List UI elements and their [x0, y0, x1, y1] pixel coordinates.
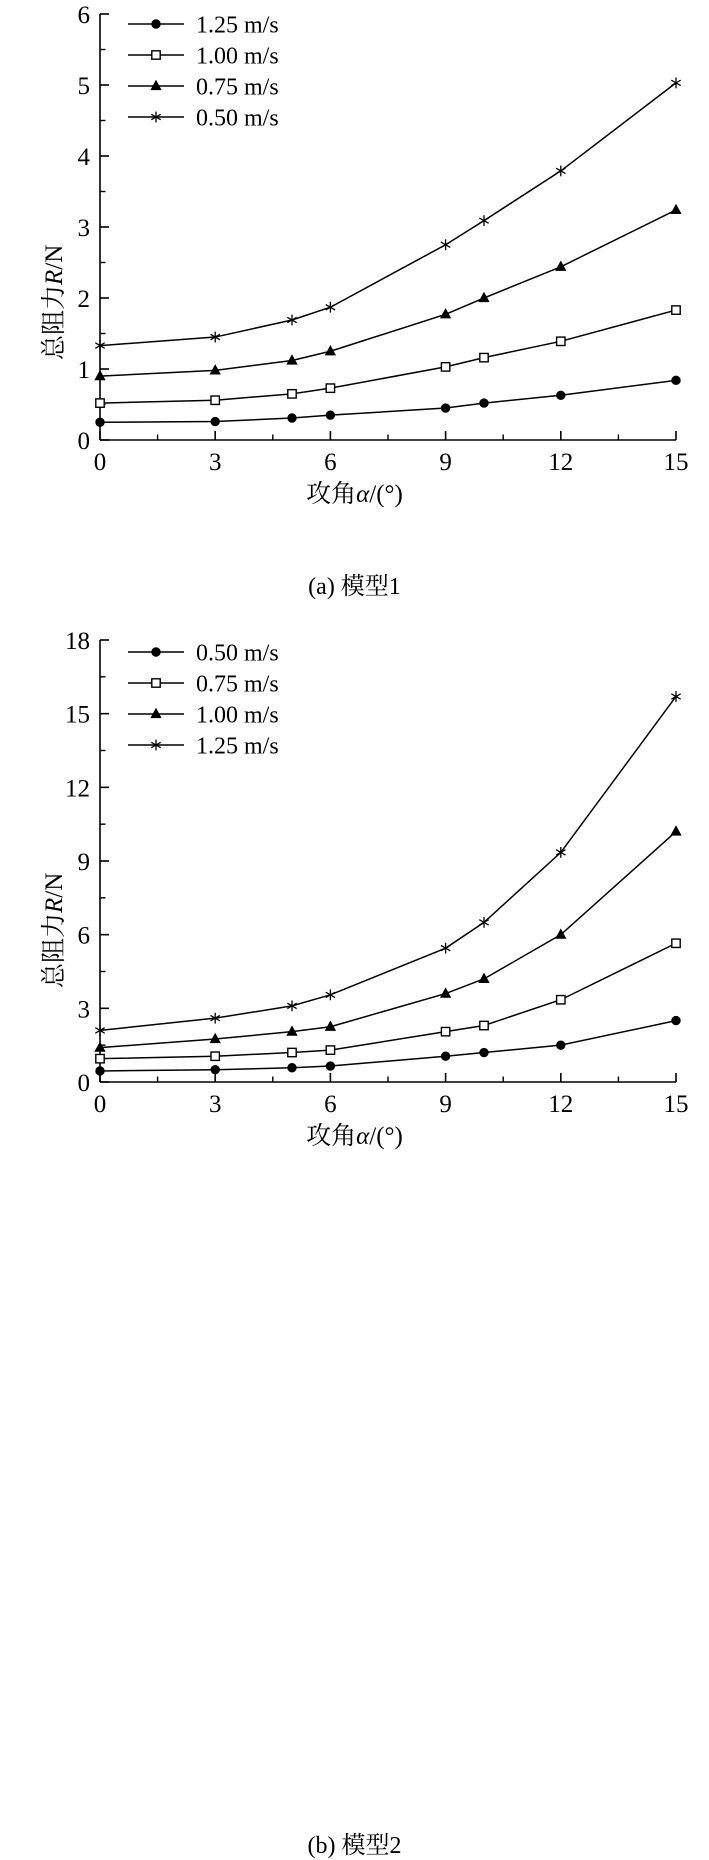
caption-b: (b) 模型2 [307, 1833, 402, 1859]
svg-text:3: 3 [77, 215, 90, 242]
svg-text:0: 0 [77, 1070, 90, 1097]
svg-text:0.75 m/s: 0.75 m/s [196, 74, 279, 101]
x-axis-label-b: 攻角α/(°) [306, 1123, 403, 1150]
plot-area-b [0, 620, 709, 1160]
svg-text:0.50 m/s: 0.50 m/s [196, 105, 279, 132]
svg-text:1.00 m/s: 1.00 m/s [196, 43, 279, 70]
svg-text:6: 6 [77, 922, 90, 950]
svg-text:0.50 m/s: 0.50 m/s [196, 640, 279, 667]
svg-text:12: 12 [65, 775, 90, 803]
svg-text:1: 1 [77, 357, 90, 384]
y-axis-label-a: 总阻力R/N [41, 244, 68, 360]
svg-text:12: 12 [548, 449, 574, 476]
plot-area-a [0, 0, 709, 520]
svg-text:6: 6 [77, 2, 90, 29]
svg-text:1.25 m/s: 1.25 m/s [196, 733, 279, 760]
svg-text:3: 3 [208, 1091, 222, 1118]
chart-svg-a [0, 0, 709, 520]
svg-text:0: 0 [93, 1091, 107, 1118]
y-axis-label-b: 总阻力R/N [41, 872, 68, 988]
svg-text:3: 3 [77, 996, 90, 1024]
svg-text:1.25 m/s: 1.25 m/s [196, 12, 279, 39]
svg-text:15: 15 [663, 1091, 689, 1118]
svg-text:9: 9 [439, 1091, 452, 1118]
svg-text:18: 18 [65, 628, 90, 655]
svg-text:0: 0 [77, 428, 90, 455]
chart-panel-b [0, 620, 709, 1859]
svg-text:5: 5 [77, 73, 90, 100]
svg-text:6: 6 [324, 1091, 337, 1118]
chart-svg-b [0, 620, 709, 1160]
chart-panel-a [0, 0, 709, 620]
svg-text:15: 15 [65, 701, 90, 729]
svg-text:4: 4 [77, 144, 90, 171]
caption-a: (a) 模型1 [308, 574, 401, 600]
svg-text:0: 0 [93, 449, 107, 476]
svg-text:12: 12 [548, 1091, 574, 1118]
svg-text:9: 9 [77, 849, 90, 876]
svg-text:6: 6 [324, 449, 337, 476]
svg-text:2: 2 [77, 286, 90, 313]
svg-text:3: 3 [208, 449, 222, 476]
x-axis-label-a: 攻角α/(°) [306, 481, 403, 508]
svg-text:1.00 m/s: 1.00 m/s [196, 702, 279, 729]
svg-text:0.75 m/s: 0.75 m/s [196, 671, 279, 698]
svg-text:15: 15 [663, 449, 689, 476]
svg-text:9: 9 [439, 449, 452, 476]
